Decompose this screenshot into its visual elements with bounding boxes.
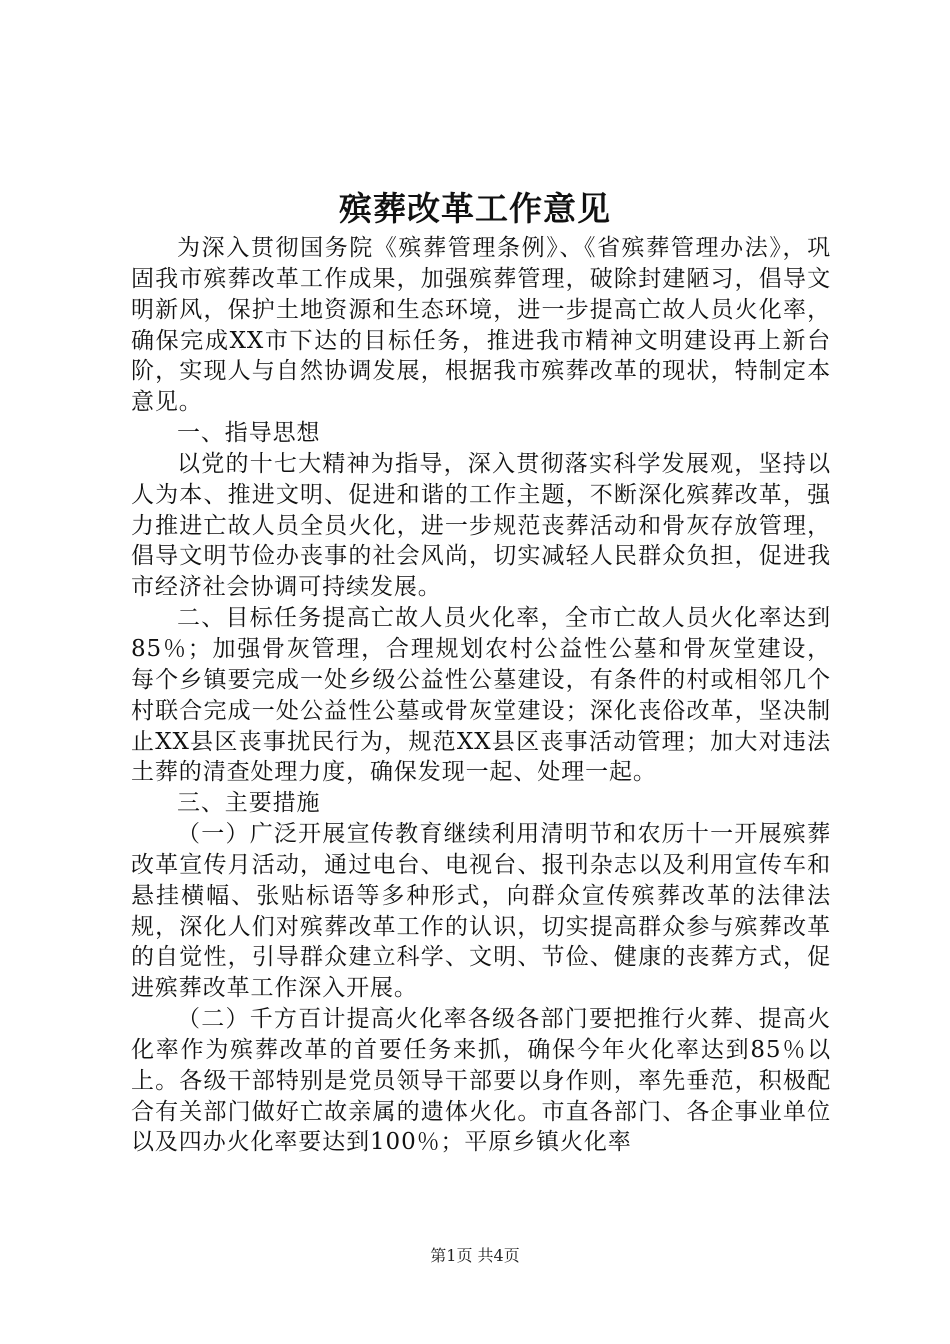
intro-paragraph: 为深入贯彻国务院《殡葬管理条例》、《省殡葬管理办法》，巩固我市殡葬改革工作成果，加强殡葬管理，破除封建陋习，倡导文明新风，保护土地资源和生态环境，进一步提高亡故人员火化率，确保完成XX市下达的目标任务，推进我市精神文明建设再上新台阶，实现人与自然协调发展，根据我市殡葬改革的现状，特制定本意见。 [131,235,831,416]
goals-paragraph: 二、目标任务提高亡故人员火化率，全市亡故人员火化率达到85％；加强骨灰管理，合理规划农村公益性公墓和骨灰堂建设，每个乡镇要完成一处乡级公益性公墓建设，有条件的村或相邻几个村联合完成一处公益性公墓或骨灰堂建设；深化丧俗改革，坚决制止XX县区丧事扰民行为，规范XX县区丧事活动管理；加大对违法土葬的清查处理力度，确保发现一起、处理一起。 [131,605,831,786]
section-heading-main-measures: 三、主要措施 [177,790,321,817]
measure-2-paragraph: （二）千方百计提高火化率各级各部门要把推行火葬、提高火化率作为殡葬改革的首要任务来抓，确保今年火化率达到85％以上。各级干部特别是党员领导干部要以身作则，率先垂范，积极配合有关部门做好亡故亲属的遗体火化。市直各部门、各企事业单位以及四办火化率要达到100％；平原乡镇火化率 [131,1006,831,1156]
guiding-thought-paragraph: 以党的十七大精神为指导，深入贯彻落实科学发展观，坚持以人为本、推进文明、促进和谐的工作主题，不断深化殡葬改革，强力推进亡故人员全员火化，进一步规范丧葬活动和骨灰存放管理，倡导文明节俭办丧事的社会风尚，切实减轻人民群众负担，促进我市经济社会协调可持续发展。 [131,450,831,601]
document-body [131,233,831,1158]
page-footer: 第1页 共4页 [430,1246,520,1265]
section-heading-guiding-thought: 一、指导思想 [177,420,321,447]
document-title: 殡葬改革工作意见 [339,189,611,228]
measure-1-paragraph: （一）广泛开展宣传教育继续利用清明节和农历十一开展殡葬改革宣传月活动，通过电台、电视台、报刊杂志以及利用宣传车和悬挂横幅、张贴标语等多种形式，向群众宣传殡葬改革的法律法规，深化人们对殡葬改革工作的认识，切实提高群众参与殡葬改革的自觉性，引导群众建立科学、文明、节俭、健康的丧葬方式，促进殡葬改革工作深入开展。 [131,821,831,1002]
